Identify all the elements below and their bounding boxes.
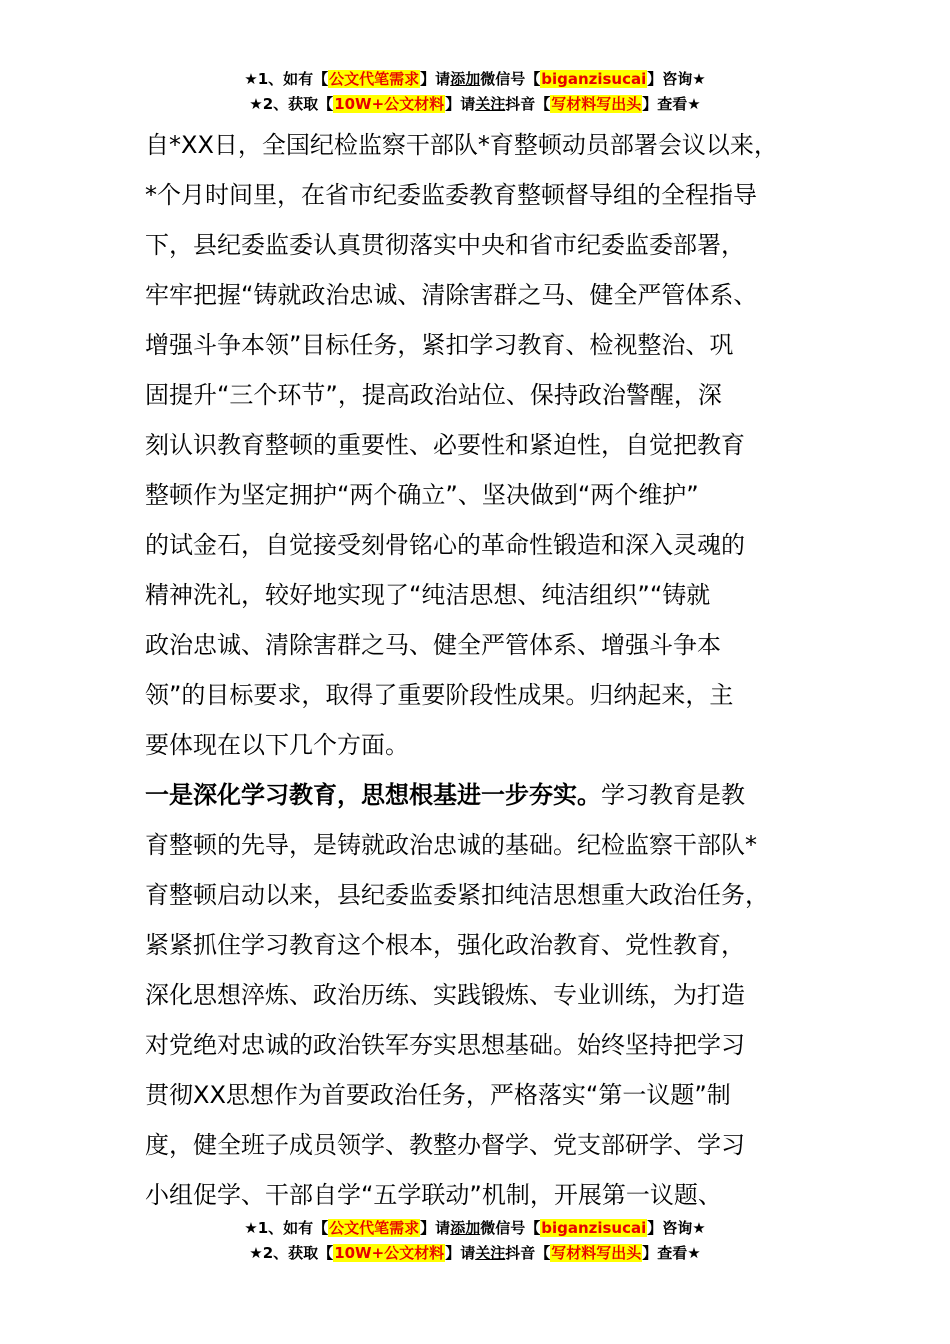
banner-highlight: 10W+公文材料 — [334, 1244, 445, 1262]
banner-text: ★2、获取【 — [249, 1244, 334, 1262]
banner-underlined: 添加 — [450, 1219, 481, 1237]
banner-text: 微信号【 — [480, 70, 541, 88]
banner-text: ★1、如有【 — [244, 70, 329, 88]
footer-banner — [0, 1216, 950, 1266]
banner-text: 】请 — [445, 1244, 476, 1262]
banner-text: 】咨询★ — [647, 70, 706, 88]
banner-underlined: 添加 — [450, 70, 481, 88]
banner-text: 】请 — [420, 1219, 451, 1237]
body-line: 度，健全班子成员领学、教整办督学、党支部研学、学习 — [145, 1131, 745, 1159]
section-1-text: 学习教育是教 — [601, 781, 745, 809]
banner-line-1 — [0, 1216, 950, 1241]
banner-line-2 — [0, 92, 950, 117]
body-line: 要体现在以下几个方面。 — [145, 731, 409, 759]
banner-text: 】请 — [420, 70, 451, 88]
body-line: 下，县纪委监委认真贯彻落实中央和省市纪委监委部署， — [145, 231, 745, 259]
banner-text: 】请 — [445, 95, 476, 113]
body-line: 对党绝对忠诚的政治铁军夯实思想基础。始终坚持把学习 — [145, 1031, 745, 1059]
banner-text: 】查看★ — [642, 1244, 701, 1262]
body-line: 牢牢把握“铸就政治忠诚、清除害群之马、健全严管体系、 — [145, 281, 758, 309]
banner-highlight: 写材料写出头 — [551, 95, 642, 113]
banner-highlight: 写材料写出头 — [551, 1244, 642, 1262]
banner-highlight: 10W+公文材料 — [334, 95, 445, 113]
document-body — [145, 120, 825, 1220]
body-line: 小组促学、干部自学“五学联动”机制，开展第一议题、 — [145, 1181, 722, 1209]
banner-underlined: 关注 — [475, 1244, 506, 1262]
body-line: 整顿作为坚定拥护“两个确立”、坚决做到“两个维护” — [145, 481, 699, 509]
banner-text: 微信号【 — [480, 1219, 541, 1237]
banner-text: ★1、如有【 — [244, 1219, 329, 1237]
banner-line-2 — [0, 1241, 950, 1266]
banner-text: 】查看★ — [642, 95, 701, 113]
body-line: 深化思想淬炼、政治历练、实践锻炼、专业训练，为打造 — [145, 981, 745, 1009]
banner-highlight: 公文代笔需求 — [329, 70, 420, 88]
body-line: 育整顿的先导，是铸就政治忠诚的基础。纪检监察干部队* — [145, 831, 757, 859]
banner-highlight: biganzisucai — [541, 1219, 647, 1237]
body-line: 精神洗礼，较好地实现了“纯洁思想、纯洁组织”“铸就 — [145, 581, 711, 609]
body-line: 固提升“三个环节”，提高政治站位、保持政治警醒，深 — [145, 381, 722, 409]
header-banner — [0, 67, 950, 117]
body-line: 的试金石，自觉接受刻骨铭心的革命性锻造和深入灵魂的 — [145, 531, 745, 559]
banner-text: 抖音【 — [505, 95, 551, 113]
banner-text: ★2、获取【 — [249, 95, 334, 113]
banner-highlight: biganzisucai — [541, 70, 647, 88]
banner-text: 】咨询★ — [647, 1219, 706, 1237]
body-line: 紧紧抓住学习教育这个根本，强化政治教育、党性教育， — [145, 931, 745, 959]
body-line: 贯彻XX思想作为首要政治任务，严格落实“第一议题”制 — [145, 1081, 731, 1109]
body-line: 自*XX日，全国纪检监察干部队*育整顿动员部署会议以来， — [145, 131, 778, 159]
banner-underlined: 关注 — [475, 95, 506, 113]
section-1-heading: 一是深化学习教育，思想根基进一步夯实。 — [145, 781, 601, 809]
body-line: 政治忠诚、清除害群之马、健全严管体系、增强斗争本 — [145, 631, 721, 659]
body-line: *个月时间里，在省市纪委监委教育整顿督导组的全程指导 — [145, 181, 757, 209]
body-line: 增强斗争本领”目标任务，紧扣学习教育、检视整治、巩 — [145, 331, 734, 359]
body-line: 育整顿启动以来，县纪委监委紧扣纯洁思想重大政治任务， — [145, 881, 769, 909]
banner-highlight: 公文代笔需求 — [329, 1219, 420, 1237]
banner-text: 抖音【 — [505, 1244, 551, 1262]
banner-line-1 — [0, 67, 950, 92]
body-line: 刻认识教育整顿的重要性、必要性和紧迫性，自觉把教育 — [145, 431, 745, 459]
body-line: 领”的目标要求，取得了重要阶段性成果。归纳起来，主 — [145, 681, 734, 709]
section-1-first-line — [145, 770, 825, 820]
